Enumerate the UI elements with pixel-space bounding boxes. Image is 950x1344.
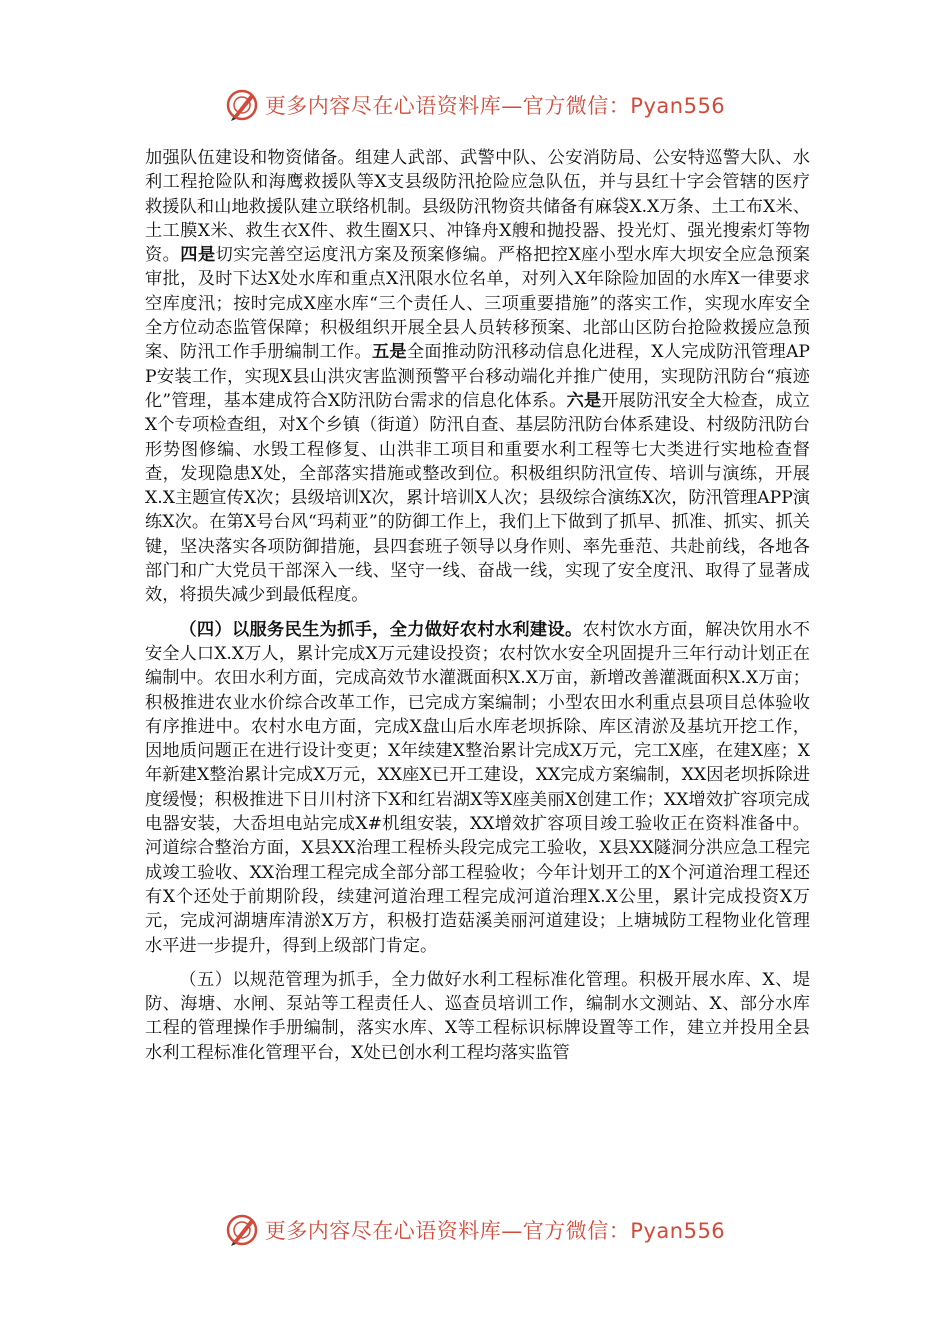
bold-text-segment: （四）以服务民生为抓手，全力做好农村水利建设。: [179, 619, 583, 640]
text-segment: 加强队伍建设和物资储备。组建人武部、武警中队、公安消防局、公安特巡警大队、水利工程抢险队和海鹰救援队等X支县级防汛抢险应急队伍，并与县红十字会管辖的医疗救援队和山地救援队建立联络机制。县级防汛物资共储备有麻袋X.X万条、土工布X米、土工膜X米、救生衣X件、救生圈X只、冲锋舟X艘和抛投器、投光灯、强光搜索灯等物资。: [145, 148, 810, 266]
header-watermark-banner: [0, 80, 950, 130]
pen-logo-icon: [225, 1213, 259, 1247]
text-segment: 切实完善空运度汛方案及预案修编。严格把控X座小型水库大坝安全应急预案审批，及时下达X处水库和重点X汛限水位名单，对列入X年除险加固的水库X一律要求空库度汛；按时完成X座水库“三个责任人、三项重要措施”的落实工作，实现水库安全全方位动态监管保障；积极组织开展全县人员转移预案、北部山区防台抢险救援应急预案、防汛工作手册编制工作。: [145, 245, 810, 363]
paragraph: [145, 146, 810, 608]
watermark-text: 更多内容尽在心语资料库—官方微信：Pyan556: [264, 94, 726, 118]
watermark-text: 更多内容尽在心语资料库—官方微信：Pyan556: [264, 1219, 726, 1243]
text-segment: （五）以规范管理为抓手，全力做好水利工程标准化管理。积极开展水库、X、堤防、海塘、水闸、泵站等工程责任人、巡查员培训工作，编制水文测站、X、部分水库工程的管理操作手册编制，落实水库、X等工程标识标牌设置等工作，建立并投用全县水利工程标准化管理平台，X处已创水利工程均落实监管: [145, 969, 810, 1063]
bold-text-segment: 五是: [371, 342, 407, 363]
text-segment: 农村饮水方面，解决饮用水不安全人口X.X万人，累计完成X万元建设投资；农村饮水安全巩固提升三年行动计划正在编制中。农田水利方面，完成高效节水灌溉面积X.X万亩，新增改善灌溉面积X.X万亩；积极推进农业水价综合改革工作，已完成方案编制；小型农田水利重点县项目总体验收有序推进中。农村水电方面，完成X盘山后水库老坝拆除、库区清淤及基坑开挖工作，因地质问题正在进行设计变更；X年续建X整治累计完成X万元，完工X座，在建X座；X年新建X整治累计完成X万元，XX座X已开工建设，XX完成方案编制，XX因老坝拆除进度缓慢；积极推进下日川村济下X和红岩湖X等X座美丽X创建工作；XX增效扩容项完成电器安装，大岙坦电站完成X#机组安装，XX增效扩容项目竣工验收正在资料准备中。河道综合整治方面，X县XX治理工程桥头段完成完工验收，X县XX隧洞分洪应急工程完成竣工验收、XX治理工程完成全部分部工程验收；今年计划开工的X个河道治理工程还有X个还处于前期阶段，续建河道治理工程完成河道治理X.X公里，累计完成投资X万元，完成河湖塘库清淤X万方，积极打造菇溪美丽河道建设；上塘城防工程物业化管理水平进一步提升，得到上级部门肯定。: [145, 619, 810, 956]
bold-text-segment: 六是: [566, 390, 602, 411]
document-body: [145, 146, 810, 1075]
paragraph: [145, 618, 810, 958]
text-segment: 全面推动防汛移动信息化进程，X人完成防汛管理APP安装工作，实现X县山洪灾害监测预警平台移动端化并推广使用，实现防汛防台“痕迹化”管理，基本建成符合X防汛防台需求的信息化体系。: [145, 342, 810, 411]
bold-text-segment: 四是: [180, 245, 216, 266]
pen-logo-icon: [225, 88, 259, 122]
paragraph: [145, 968, 810, 1065]
text-segment: 开展防汛安全大检查，成立X个专项检查组，对X个乡镇（街道）防汛自查、基层防汛防台体系建设、村级防汛防台形势图修编、水毁工程修复、山洪非工项目和重要水利工程等七大类进行实地检查督查，发现隐患X处，全部落实措施或整改到位。积极组织防汛宣传、培训与演练，开展X.X主题宣传X次；县级培训X次，累计培训X人次；县级综合演练X次，防汛管理APP演练X次。在第X号台风“玛莉亚”的防御工作上，我们上下做到了抓早、抓准、抓实、抓关键，坚决落实各项防御措施，县四套班子领导以身作则、率先垂范、共赴前线，各地各部门和广大党员干部深入一线、坚守一线、奋战一线，实现了安全度汛、取得了显著成效，将损失减少到最低程度。: [145, 390, 810, 606]
footer-watermark-banner: [0, 1205, 950, 1255]
